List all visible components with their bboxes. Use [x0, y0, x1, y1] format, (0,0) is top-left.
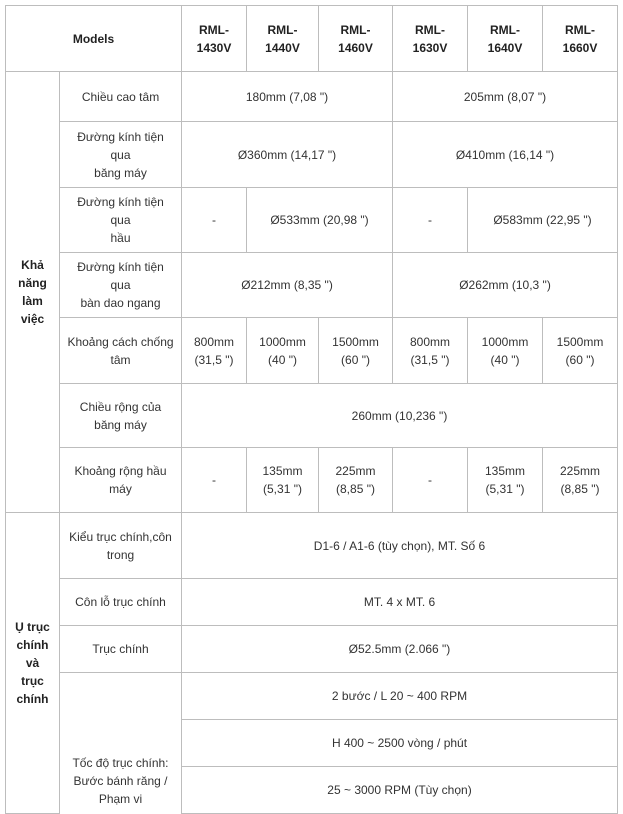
value-distance-centers-1640v: 1000mm (40 ") — [468, 318, 543, 384]
row-spindle-bore — [6, 626, 618, 673]
value-gap-width-1460v: 225mm (8,85 ") — [319, 448, 393, 513]
value-distance-centers-1430v: 800mm (31,5 ") — [182, 318, 247, 384]
value-swing-over-cross-14: Ø212mm (8,35 ") — [182, 253, 393, 318]
label-bed-width: Chiều rộng của băng máy — [60, 384, 182, 448]
value-center-height-16: 205mm (8,07 ") — [393, 72, 618, 122]
row-spindle-speed-1 — [6, 673, 618, 720]
label-swing-over-gap: Đường kính tiện qua hầu — [60, 188, 182, 253]
value-distance-centers-1660v: 1500mm (60 ") — [543, 318, 618, 384]
group-working-capacity: Khả năng làm việc — [6, 72, 60, 513]
model-rml-1660v: RML- 1660V — [543, 6, 618, 72]
label-swing-over-bed: Đường kính tiện qua băng máy — [60, 122, 182, 188]
row-gap-width — [6, 448, 618, 513]
value-gap-width-1430v: - — [182, 448, 247, 513]
label-center-height: Chiều cao tâm — [60, 72, 182, 122]
value-swing-over-cross-16: Ø262mm (10,3 ") — [393, 253, 618, 318]
value-gap-width-1660v: 225mm (8,85 ") — [543, 448, 618, 513]
value-spindle-speed-2: H 400 ~ 2500 vòng / phút — [182, 720, 618, 767]
value-spindle-bore: Ø52.5mm (2.066 ") — [182, 626, 618, 673]
value-spindle-nose: D1-6 / A1-6 (tùy chọn), MT. Số 6 — [182, 513, 618, 579]
label-spindle-taper: Côn lỗ trục chính — [60, 579, 182, 626]
models-header: Models — [6, 6, 182, 72]
label-swing-over-cross: Đường kính tiện qua bàn dao ngang — [60, 253, 182, 318]
label-spindle-speed: Tốc độ trục chính: Bước bánh răng / Phạm vi — [60, 673, 182, 814]
value-gap-width-1640v: 135mm (5,31 ") — [468, 448, 543, 513]
model-rml-1630v: RML- 1630V — [393, 6, 468, 72]
model-rml-1430v: RML- 1430V — [182, 6, 247, 72]
value-swing-over-gap-1630v: - — [393, 188, 468, 253]
row-swing-over-cross — [6, 253, 618, 318]
value-spindle-speed-1: 2 bước / L 20 ~ 400 RPM — [182, 673, 618, 720]
spec-table — [5, 5, 618, 814]
model-rml-1440v: RML- 1440V — [247, 6, 319, 72]
row-spindle-taper — [6, 579, 618, 626]
value-center-height-14: 180mm (7,08 ") — [182, 72, 393, 122]
value-swing-over-bed-16: Ø410mm (16,14 ") — [393, 122, 618, 188]
value-spindle-speed-3: 25 ~ 3000 RPM (Tùy chọn) — [182, 767, 618, 814]
value-gap-width-1630v: - — [393, 448, 468, 513]
value-swing-over-gap-14: Ø533mm (20,98 ") — [247, 188, 393, 253]
value-swing-over-bed-14: Ø360mm (14,17 ") — [182, 122, 393, 188]
value-swing-over-gap-16: Ø583mm (22,95 ") — [468, 188, 618, 253]
row-distance-centers — [6, 318, 618, 384]
label-spindle-nose: Kiểu trục chính,côn trong — [60, 513, 182, 579]
model-rml-1640v: RML- 1640V — [468, 6, 543, 72]
group-headstock-spindle: Ụ trục chính và trục chính — [6, 513, 60, 814]
value-gap-width-1440v: 135mm (5,31 ") — [247, 448, 319, 513]
value-swing-over-gap-1430v: - — [182, 188, 247, 253]
value-distance-centers-1440v: 1000mm (40 ") — [247, 318, 319, 384]
value-bed-width: 260mm (10,236 ") — [182, 384, 618, 448]
value-spindle-taper: MT. 4 x MT. 6 — [182, 579, 618, 626]
value-distance-centers-1630v: 800mm (31,5 ") — [393, 318, 468, 384]
row-center-height — [6, 72, 618, 122]
row-swing-over-bed — [6, 122, 618, 188]
row-bed-width — [6, 384, 618, 448]
value-distance-centers-1460v: 1500mm (60 ") — [319, 318, 393, 384]
label-gap-width: Khoảng rộng hầu máy — [60, 448, 182, 513]
label-distance-centers: Khoảng cách chống tâm — [60, 318, 182, 384]
row-spindle-nose — [6, 513, 618, 579]
model-rml-1460v: RML- 1460V — [319, 6, 393, 72]
label-spindle-bore: Trục chính — [60, 626, 182, 673]
row-swing-over-gap — [6, 188, 618, 253]
header-row — [6, 6, 618, 72]
